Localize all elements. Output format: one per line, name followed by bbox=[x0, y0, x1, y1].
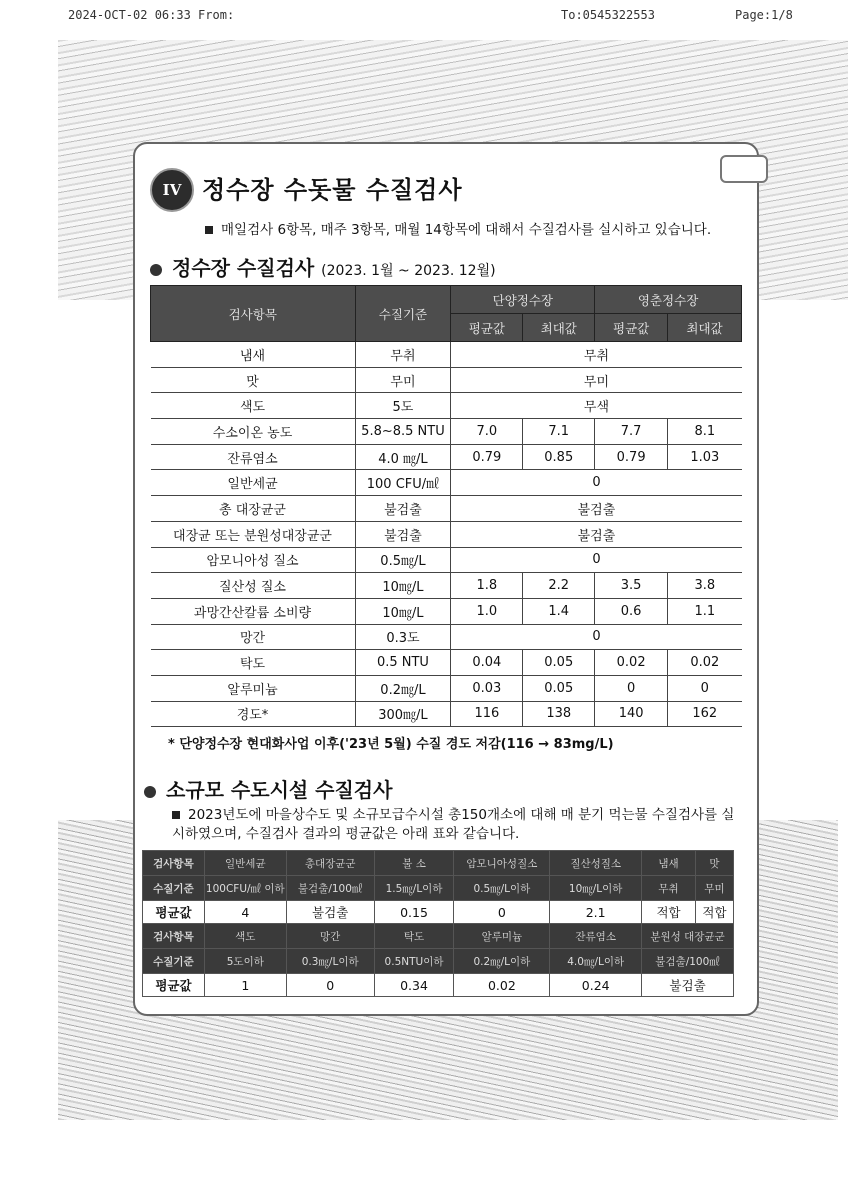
cell-average: 불검출 bbox=[642, 974, 734, 997]
cell-item: 색도 bbox=[204, 924, 286, 949]
cell-standard: 100 CFU/㎖ bbox=[355, 470, 451, 496]
cell-standard: 10㎎/L bbox=[355, 573, 451, 599]
cell-value: 0 bbox=[668, 675, 742, 701]
cell-value: 1.03 bbox=[668, 444, 742, 470]
header-standard: 수질기준 bbox=[355, 286, 451, 342]
table-row bbox=[151, 419, 742, 445]
cell-item: 알루미늄 bbox=[151, 675, 356, 701]
cell-standard: 무미 bbox=[355, 367, 451, 393]
small-facility-table bbox=[142, 850, 734, 997]
cell-value: 7.7 bbox=[595, 419, 668, 445]
cell-item: 일반세균 bbox=[204, 851, 286, 876]
plant-quality-table bbox=[150, 285, 742, 727]
cell-standard: 300㎎/L bbox=[355, 701, 451, 727]
table2-intro-text: 2023년도에 마을상수도 및 소규모급수시설 총150개소에 대해 매 분기 먹는물 수질검사를 실시하였으며, 수질검사 결과의 평균값은 아래 표와 같습니다. bbox=[172, 807, 735, 842]
cell-standard: 10㎎/L bbox=[355, 598, 451, 624]
cell-average: 0.24 bbox=[550, 974, 642, 997]
bullet-dot-icon bbox=[144, 786, 156, 798]
bullet-square-icon bbox=[205, 226, 213, 234]
cell-value: 7.1 bbox=[523, 419, 595, 445]
cell-standard: 무취 bbox=[642, 876, 696, 901]
cell-item: 탁도 bbox=[374, 924, 454, 949]
cell-value: 0.04 bbox=[451, 650, 523, 676]
cell-standard: 0.3도 bbox=[355, 624, 451, 650]
cell-item: 맛 bbox=[695, 851, 733, 876]
cell-value: 3.8 bbox=[668, 573, 742, 599]
cell-item: 경도* bbox=[151, 701, 356, 727]
cell-item: 망간 bbox=[151, 624, 356, 650]
cell-standard: 10㎎/L이하 bbox=[550, 876, 642, 901]
cell-item: 색도 bbox=[151, 393, 356, 419]
cell-standard: 불검출/100㎖ bbox=[286, 876, 374, 901]
cell-average: 불검출 bbox=[286, 901, 374, 924]
header-avg: 평균값 bbox=[595, 314, 668, 342]
table-row bbox=[143, 901, 734, 924]
cell-standard: 0.3㎎/L이하 bbox=[286, 949, 374, 974]
cell-value: 0.05 bbox=[523, 650, 595, 676]
row-label-average: 평균값 bbox=[143, 901, 205, 924]
fax-header bbox=[0, 8, 860, 28]
cell-standard: 무취 bbox=[355, 342, 451, 368]
header-max: 최대값 bbox=[668, 314, 742, 342]
cell-average: 0.15 bbox=[374, 901, 454, 924]
cell-item: 알루미늄 bbox=[454, 924, 550, 949]
cell-value: 162 bbox=[668, 701, 742, 727]
bullet-square-icon bbox=[172, 811, 180, 819]
cell-average: 0.02 bbox=[454, 974, 550, 997]
cell-standard: 무미 bbox=[695, 876, 733, 901]
fax-recipient: To:0545322553 bbox=[561, 8, 655, 22]
table-row bbox=[151, 650, 742, 676]
table-row bbox=[151, 624, 742, 650]
table-row bbox=[143, 924, 734, 949]
cell-item: 질산성질소 bbox=[550, 851, 642, 876]
row-label-average: 평균값 bbox=[143, 974, 205, 997]
cell-value: 3.5 bbox=[595, 573, 668, 599]
cell-standard: 0.5㎎/L bbox=[355, 547, 451, 573]
cell-item: 총대장균군 bbox=[286, 851, 374, 876]
table-row bbox=[151, 547, 742, 573]
table-row bbox=[151, 675, 742, 701]
cell-merged-result: 0 bbox=[451, 624, 742, 650]
cell-standard: 100CFU/㎖ 이하 bbox=[204, 876, 286, 901]
table-row bbox=[143, 974, 734, 997]
cell-standard: 5도 bbox=[355, 393, 451, 419]
table-row bbox=[151, 496, 742, 522]
cell-value: 1.4 bbox=[523, 598, 595, 624]
header-plant-yeongchun: 영춘정수장 bbox=[595, 286, 742, 314]
header-max: 최대값 bbox=[523, 314, 595, 342]
cell-average: 0 bbox=[454, 901, 550, 924]
header-avg: 평균값 bbox=[451, 314, 523, 342]
cell-standard: 4.0 ㎎/L bbox=[355, 444, 451, 470]
cell-item: 분원성 대장균군 bbox=[642, 924, 734, 949]
table-row bbox=[151, 521, 742, 547]
row-label-standard: 수질기준 bbox=[143, 949, 205, 974]
cell-value: 0.02 bbox=[595, 650, 668, 676]
cell-value: 140 bbox=[595, 701, 668, 727]
cell-merged-result: 0 bbox=[451, 547, 742, 573]
cell-value: 1.1 bbox=[668, 598, 742, 624]
cell-standard: 5도이하 bbox=[204, 949, 286, 974]
section-intro bbox=[205, 218, 711, 238]
cell-item: 잔류염소 bbox=[151, 444, 356, 470]
cell-item: 암모니아성 질소 bbox=[151, 547, 356, 573]
cell-merged-result: 무취 bbox=[451, 342, 742, 368]
bullet-dot-icon bbox=[150, 264, 162, 276]
cell-value: 0.02 bbox=[668, 650, 742, 676]
cell-average: 적합 bbox=[695, 901, 733, 924]
cell-average: 2.1 bbox=[550, 901, 642, 924]
cell-item: 잔류염소 bbox=[550, 924, 642, 949]
table-row bbox=[143, 851, 734, 876]
section-badge: IV bbox=[150, 168, 194, 212]
cell-item: 망간 bbox=[286, 924, 374, 949]
table-row bbox=[151, 342, 742, 368]
table1-footnote: * 단양정수장 현대화사업 이후('23년 5월) 수질 경도 저감(116 → 83mg/L) bbox=[168, 737, 614, 752]
table2-heading bbox=[144, 774, 392, 803]
cell-value: 1.8 bbox=[451, 573, 523, 599]
cell-merged-result: 불검출 bbox=[451, 496, 742, 522]
header-plant-danyang: 단양정수장 bbox=[451, 286, 595, 314]
row-label-item: 검사항목 bbox=[143, 851, 205, 876]
cell-item: 냄새 bbox=[151, 342, 356, 368]
cell-value: 2.2 bbox=[523, 573, 595, 599]
cell-average: 1 bbox=[204, 974, 286, 997]
table-row bbox=[151, 470, 742, 496]
table-row bbox=[151, 393, 742, 419]
table2-title: 소규모 수도시설 수질검사 bbox=[166, 778, 393, 802]
cell-value: 0.05 bbox=[523, 675, 595, 701]
cell-value: 0 bbox=[595, 675, 668, 701]
cell-standard: 0.5㎎/L이하 bbox=[454, 876, 550, 901]
cell-standard: 불검출 bbox=[355, 496, 451, 522]
cell-value: 116 bbox=[451, 701, 523, 727]
fax-datetime: 2024-OCT-02 06:33 From: bbox=[68, 8, 235, 22]
cell-item: 탁도 bbox=[151, 650, 356, 676]
cell-value: 1.0 bbox=[451, 598, 523, 624]
table-row bbox=[151, 367, 742, 393]
cell-standard: 4.0㎎/L이하 bbox=[550, 949, 642, 974]
table-row bbox=[151, 444, 742, 470]
table2-intro bbox=[172, 806, 742, 844]
table1-title: 정수장 수질검사 bbox=[172, 256, 315, 280]
cell-standard: 5.8~8.5 NTU bbox=[355, 419, 451, 445]
table-row bbox=[143, 876, 734, 901]
cell-standard: 0.5 NTU bbox=[355, 650, 451, 676]
cell-value: 8.1 bbox=[668, 419, 742, 445]
cell-standard: 0.2㎎/L bbox=[355, 675, 451, 701]
table-row bbox=[151, 701, 742, 727]
row-label-item: 검사항목 bbox=[143, 924, 205, 949]
section-intro-text: 매일검사 6항목, 매주 3항목, 매월 14항목에 대해서 수질검사를 실시하고 있습니다. bbox=[221, 222, 712, 238]
cell-item: 대장균 또는 분원성대장균군 bbox=[151, 521, 356, 547]
cell-merged-result: 0 bbox=[451, 470, 742, 496]
table-row bbox=[151, 598, 742, 624]
cell-value: 138 bbox=[523, 701, 595, 727]
cell-standard: 불검출 bbox=[355, 521, 451, 547]
cell-value: 0.6 bbox=[595, 598, 668, 624]
table-row bbox=[143, 949, 734, 974]
cell-item: 맛 bbox=[151, 367, 356, 393]
cell-item: 냄새 bbox=[642, 851, 696, 876]
header-item: 검사항목 bbox=[151, 286, 356, 342]
faucet-graphic bbox=[720, 155, 768, 183]
table1-period: (2023. 1월 ~ 2023. 12월) bbox=[321, 263, 496, 279]
cell-value: 0.79 bbox=[451, 444, 523, 470]
cell-item: 과망간산칼륨 소비량 bbox=[151, 598, 356, 624]
row-label-standard: 수질기준 bbox=[143, 876, 205, 901]
cell-average: 0 bbox=[286, 974, 374, 997]
cell-value: 0.79 bbox=[595, 444, 668, 470]
cell-value: 0.03 bbox=[451, 675, 523, 701]
cell-value: 0.85 bbox=[523, 444, 595, 470]
cell-standard: 0.2㎎/L이하 bbox=[454, 949, 550, 974]
cell-item: 불 소 bbox=[374, 851, 454, 876]
section-title: 정수장 수돗물 수질검사 bbox=[202, 176, 463, 204]
cell-merged-result: 불검출 bbox=[451, 521, 742, 547]
cell-average: 4 bbox=[204, 901, 286, 924]
cell-standard: 불검출/100㎖ bbox=[642, 949, 734, 974]
cell-item: 수소이온 농도 bbox=[151, 419, 356, 445]
cell-merged-result: 무색 bbox=[451, 393, 742, 419]
fax-page: Page:1/8 bbox=[735, 8, 793, 22]
cell-item: 암모니아성질소 bbox=[454, 851, 550, 876]
cell-item: 일반세균 bbox=[151, 470, 356, 496]
table-row bbox=[151, 573, 742, 599]
cell-average: 적합 bbox=[642, 901, 696, 924]
cell-standard: 0.5NTU이하 bbox=[374, 949, 454, 974]
cell-item: 총 대장균군 bbox=[151, 496, 356, 522]
cell-merged-result: 무미 bbox=[451, 367, 742, 393]
table1-heading bbox=[150, 252, 496, 281]
cell-item: 질산성 질소 bbox=[151, 573, 356, 599]
cell-average: 0.34 bbox=[374, 974, 454, 997]
cell-value: 7.0 bbox=[451, 419, 523, 445]
cell-standard: 1.5㎎/L이하 bbox=[374, 876, 454, 901]
